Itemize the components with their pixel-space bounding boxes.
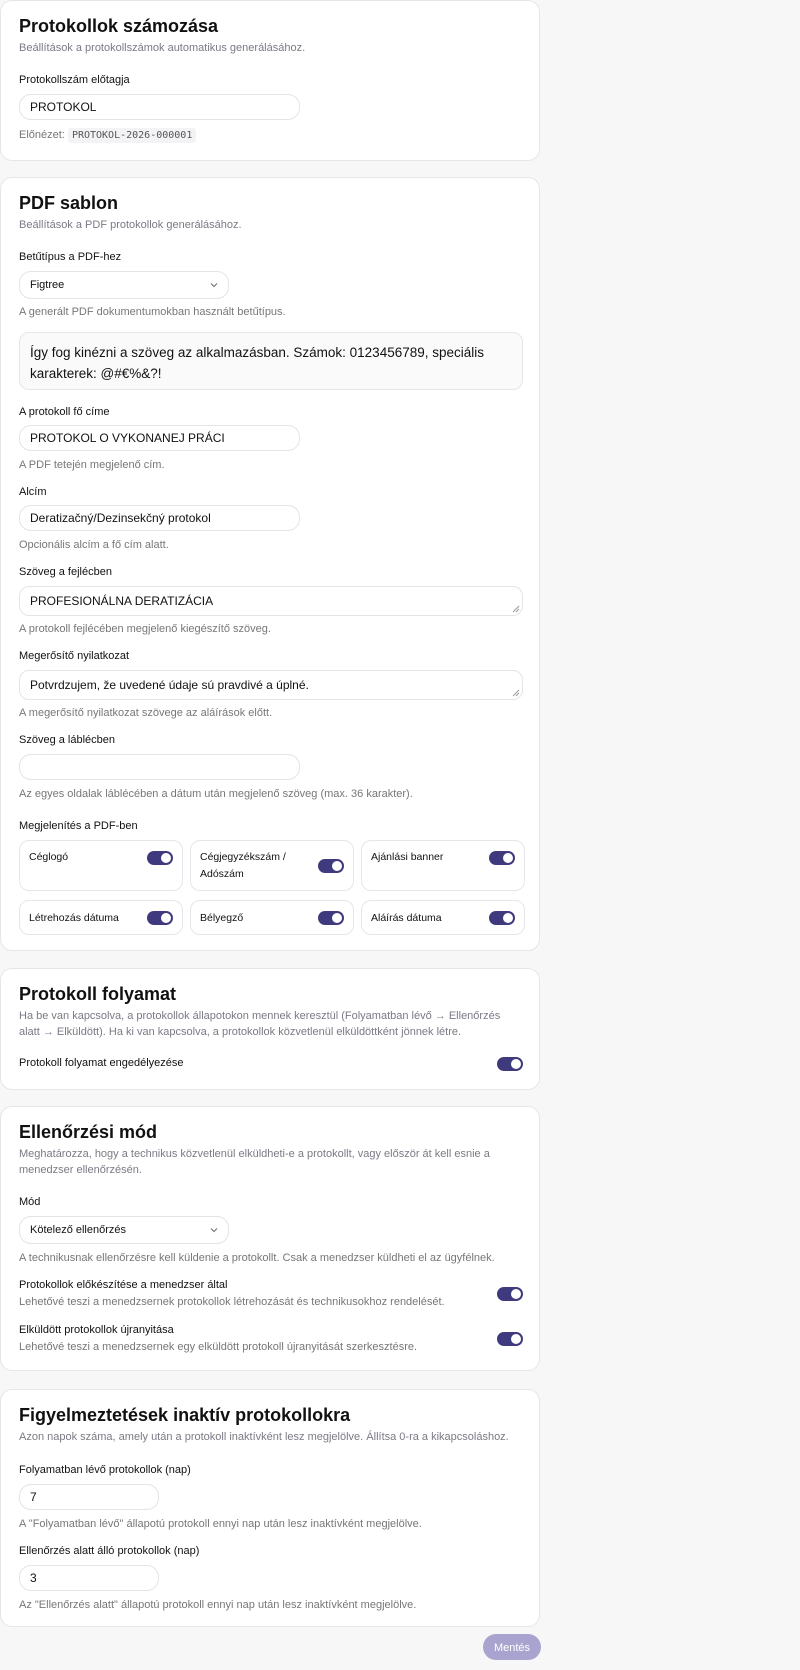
pdf-title: PDF sablon [19, 193, 119, 213]
preview-value: PROTOKOL-2026-000001 [68, 128, 196, 143]
display-label: Megjelenítés a PDF-ben [19, 820, 138, 832]
workflow-enable-label: Protokoll folyamat engedélyezése [19, 1057, 184, 1069]
header-text-help: A protokoll fejlécében megjelenő kiegészítő szöveg. [19, 623, 271, 635]
review-days-input[interactable]: 3 [19, 1565, 159, 1591]
mode-label: Mód [19, 1196, 41, 1208]
numbering-title: Protokollok számozása [19, 16, 219, 36]
option-label: Létrehozás dátuma [29, 912, 119, 924]
font-sample-text: Így fog kinézni a szöveg az alkalmazásban. Számok: 0123456789, speciális karakterek: @#€%&?! [30, 345, 485, 381]
option-label: Ajánlási banner [371, 851, 444, 863]
statement-label: Megerősítő nyilatkozat [19, 650, 130, 662]
review-subtitle: Meghatározza, hogy a technikus közvetlenül elküldheti-e a protokollt, vagy először át kell esnie a menedzser ellenőrzésén. [19, 1148, 490, 1176]
main-title-label: A protokoll fő címe [19, 406, 110, 418]
option-referral-banner[interactable] [361, 840, 525, 891]
workflow-card [0, 968, 540, 1090]
review-days-label: Ellenőrzés alatt álló protokollok (nap) [19, 1545, 200, 1557]
option-label: Aláírás dátuma [371, 912, 442, 924]
main-title-input[interactable]: PROTOKOL O VYKONANEJ PRÁCI [19, 425, 300, 451]
toggle-switch[interactable] [147, 851, 173, 865]
font-select-value: Figtree [30, 279, 65, 291]
save-button[interactable]: Mentés [483, 1634, 541, 1660]
footer-text-input[interactable] [19, 754, 300, 780]
main-title-help: A PDF tetején megjelenő cím. [19, 459, 165, 471]
footer-text-label: Szöveg a láblécben [19, 734, 116, 746]
option-registration-number[interactable] [190, 840, 354, 891]
alerts-title: Figyelmeztetések inaktív protokollokra [19, 1405, 351, 1425]
inprogress-help: A "Folyamatban lévő" állapotú protokoll ennyi nap után lesz inaktívként megjelölve. [19, 1518, 422, 1530]
subtitle-input[interactable]: Deratizačný/Dezinsekčný protokol [19, 505, 300, 531]
option-label: Bélyegző [200, 912, 244, 924]
review-card [0, 1106, 540, 1371]
mode-select-value: Kötelező ellenőrzés [30, 1224, 127, 1236]
mode-help: A technikusnak ellenőrzésre kell küldenie a protokollt. Csak a menedzser küldheti el az ügyfélnek. [19, 1252, 495, 1264]
prefix-label: Protokollszám előtagja [19, 74, 130, 86]
footer-text-help: Az egyes oldalak láblécében a dátum után megjelenő szöveg (max. 36 karakter). [19, 788, 413, 800]
reopen-help: Lehetővé teszi a menedzsernek egy elküldött protokoll újranyitását szerkesztésre. [19, 1341, 418, 1353]
chevron-down-icon [210, 1226, 218, 1234]
alerts-subtitle: Azon napok száma, amely után a protokoll inaktívként lesz megjelölve. Állítsa 0-ra a kikapcsoláshoz. [19, 1431, 509, 1443]
mode-select[interactable] [19, 1216, 229, 1244]
inprogress-label: Folyamatban lévő protokollok (nap) [19, 1464, 191, 1476]
reopen-toggle[interactable] [497, 1332, 523, 1346]
resize-handle-icon[interactable] [512, 605, 520, 613]
workflow-toggle[interactable] [497, 1057, 523, 1071]
inprogress-input[interactable]: 7 [19, 1484, 159, 1510]
preview-label: Előnézet: [19, 129, 65, 141]
header-text-label: Szöveg a fejlécben [19, 566, 112, 578]
statement-field[interactable] [19, 670, 523, 700]
reopen-label: Elküldött protokollok újranyitása [19, 1324, 174, 1336]
numbering-card [0, 0, 540, 161]
option-label: Cégjegyzékszám / Adószám [200, 851, 286, 880]
option-company-logo[interactable] [19, 840, 183, 891]
preview-row [19, 129, 196, 141]
option-creation-date[interactable] [19, 900, 183, 935]
workflow-title: Protokoll folyamat [19, 984, 177, 1004]
subtitle-label: Alcím [19, 486, 47, 498]
option-label: Céglogó [29, 851, 69, 863]
workflow-subtitle: Ha be van kapcsolva, a protokollok állapotokon mennek keresztül (Folyamatban lévő → Ellenőrzés alatt → Elküldött). Ha ki van kapcsolva, a protokollok közvetlenül elküldöttként jönnek létre. [19, 1010, 501, 1038]
header-text-field[interactable] [19, 586, 523, 616]
font-help: A generált PDF dokumentumokban használt betűtípus. [19, 306, 286, 318]
toggle-switch[interactable] [318, 911, 344, 925]
prepare-label: Protokollok előkészítése a menedzser által [19, 1279, 228, 1291]
resize-handle-icon[interactable] [512, 689, 520, 697]
pdf-card [0, 177, 540, 951]
prefix-input[interactable]: PROTOKOL [19, 94, 300, 120]
numbering-subtitle: Beállítások a protokollszámok automatikus generálásához. [19, 42, 306, 54]
option-signature-date[interactable] [361, 900, 525, 935]
toggle-switch[interactable] [318, 859, 344, 873]
font-sample-box [19, 332, 523, 390]
font-select[interactable] [19, 271, 229, 299]
header-text-value: PROFESIONÁLNA DERATIZÁCIA [30, 594, 214, 608]
option-stamp[interactable] [190, 900, 354, 935]
pdf-subtitle: Beállítások a PDF protokollok generálásához. [19, 219, 242, 231]
statement-help: A megerősítő nyilatkozat szövege az aláírások előtt. [19, 707, 273, 719]
chevron-down-icon [210, 281, 218, 289]
prepare-toggle[interactable] [497, 1287, 523, 1301]
prepare-help: Lehetővé teszi a menedzsernek protokollok létrehozását és technikusokhoz rendelését. [19, 1296, 445, 1308]
subtitle-help: Opcionális alcím a fő cím alatt. [19, 539, 169, 551]
review-days-help: Az "Ellenőrzés alatt" állapotú protokoll ennyi nap után lesz inaktívként megjelölve. [19, 1599, 417, 1611]
toggle-switch[interactable] [489, 851, 515, 865]
review-title: Ellenőrzési mód [19, 1122, 158, 1142]
toggle-switch[interactable] [147, 911, 173, 925]
toggle-switch[interactable] [489, 911, 515, 925]
statement-value: Potvrdzujem, že uvedené údaje sú pravdivé a úplné. [30, 678, 309, 692]
alerts-card [0, 1389, 540, 1627]
font-label: Betűtípus a PDF-hez [19, 251, 122, 263]
